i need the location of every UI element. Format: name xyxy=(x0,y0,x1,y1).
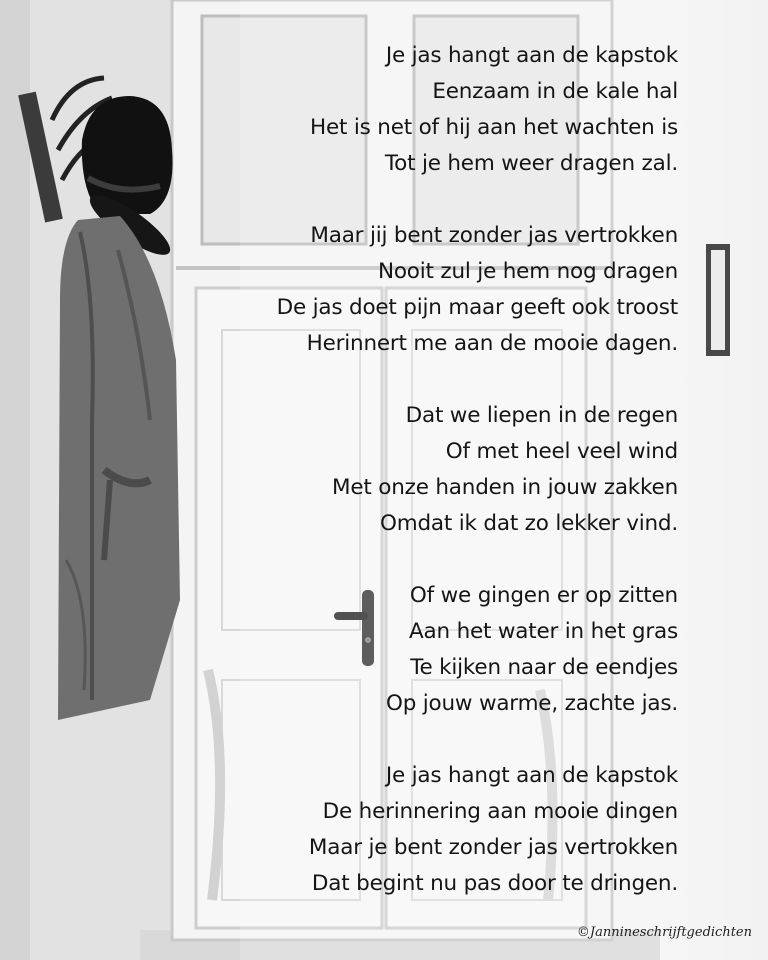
stanza-5 xyxy=(208,758,678,902)
stanza-1 xyxy=(208,38,678,182)
poem-line: Aan het water in het gras xyxy=(409,619,678,644)
poem-line: Je jas hangt aan de kapstok xyxy=(385,43,678,68)
copyright-credit: ©Jannineschrijftgedichten xyxy=(576,925,752,940)
poem-line: Maar je bent zonder jas vertrokken xyxy=(308,835,678,860)
poem-line: Dat we liepen in de regen xyxy=(405,403,678,428)
poem-line: Of we gingen er op zitten xyxy=(409,583,678,608)
poem-line: Nooit zul je hem nog dragen xyxy=(377,259,678,284)
poem-line: De herinnering aan mooie dingen xyxy=(322,799,678,824)
poem-line: Te kijken naar de eendjes xyxy=(410,655,678,680)
poem-line: Met onze handen in jouw zakken xyxy=(332,475,678,500)
poem-line: Het is net of hij aan het wachten is xyxy=(310,115,678,140)
poem-line: Maar jij bent zonder jas vertrokken xyxy=(310,223,678,248)
stanza-4 xyxy=(208,578,678,722)
poem-line: Eenzaam in de kale hal xyxy=(432,79,678,104)
poem-text xyxy=(208,38,678,902)
stanza-2 xyxy=(208,218,678,362)
stanza-3 xyxy=(208,398,678,542)
poem-line: Of met heel veel wind xyxy=(445,439,678,464)
poem-line: Op jouw warme, zachte jas. xyxy=(385,691,678,716)
poem-line: De jas doet pijn maar geeft ook troost xyxy=(276,295,678,320)
poem-line: Dat begint nu pas door te dringen. xyxy=(311,871,678,896)
poem-line: Herinnert me aan de mooie dagen. xyxy=(306,331,678,356)
poem-line: Je jas hangt aan de kapstok xyxy=(385,763,678,788)
poem-line: Tot je hem weer dragen zal. xyxy=(384,151,678,176)
poem-line: Omdat ik dat zo lekker vind. xyxy=(379,511,678,536)
